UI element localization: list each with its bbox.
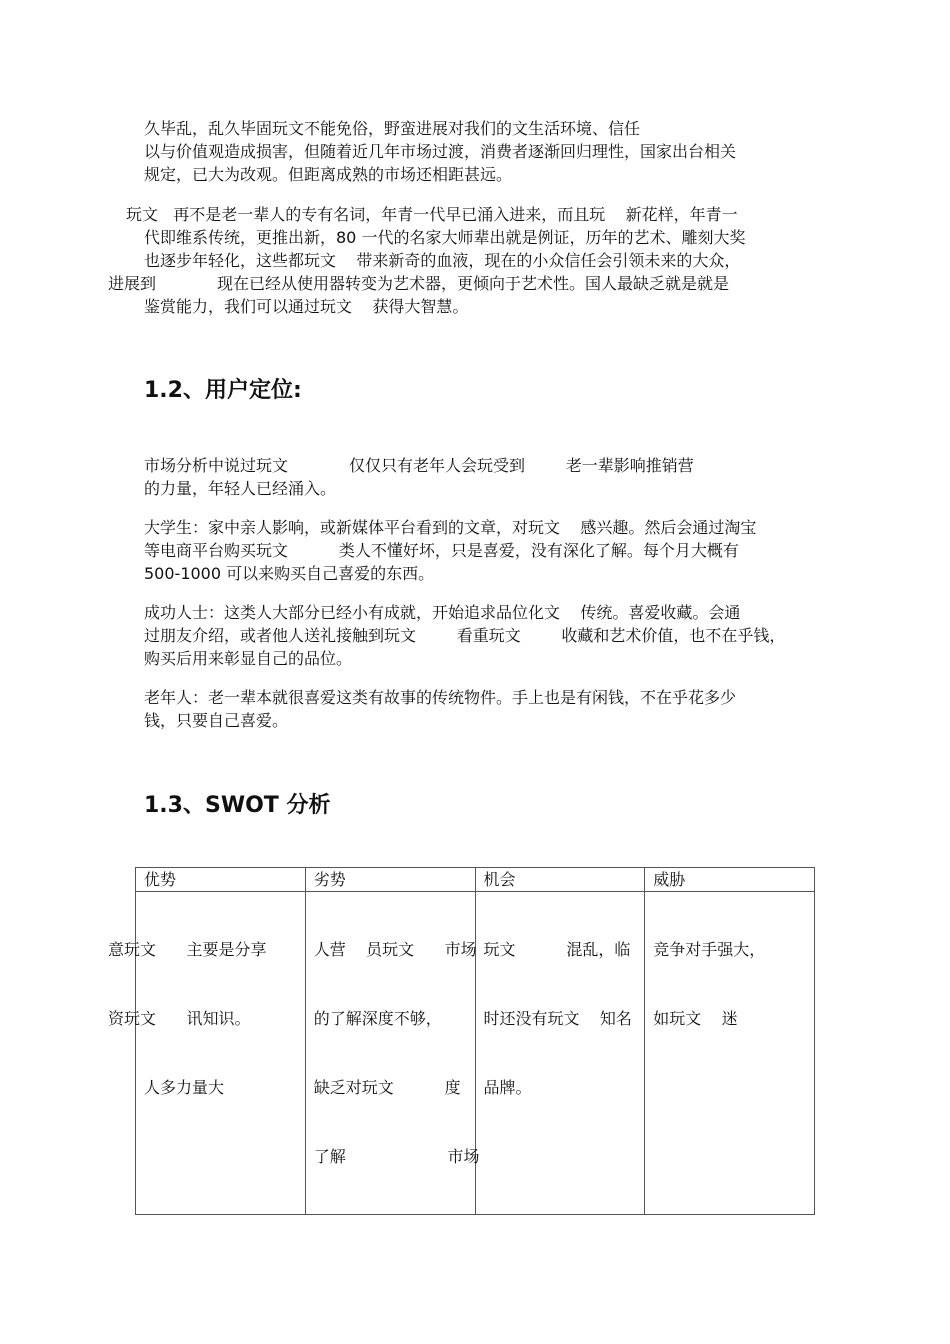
- swot-threats-line-1: 竞争对手强大，: [653, 940, 766, 959]
- user-paragraph-3-line-1: 成功人士：这类人大部分已经小有成就，开始追求品位化文 传统。喜爱收藏。会通: [144, 603, 741, 622]
- user-paragraph-4-line-1: 老年人：老一辈本就很喜爱这类有故事的传统物件。手上也是有闲钱，不在乎花多少: [144, 688, 737, 707]
- paragraph-2-line-1: 玩文 再不是老一辈人的专有名词，年青一代早已涌入进来，而且玩 新花样，年青一: [126, 205, 738, 224]
- swot-opportunities-line-2: 时还没有玩文 知名: [483, 1009, 632, 1028]
- section-heading-user-positioning: 1.2、用户定位:: [144, 378, 302, 403]
- user-paragraph-1-line-1: 市场分析中说过玩文 仅仅只有老年人会玩受到 老一辈影响推销营: [144, 456, 694, 475]
- swot-table: [108, 867, 815, 1215]
- swot-strengths-line-3: 人多力量大: [144, 1078, 225, 1097]
- user-paragraph-4-line-2: 钱，只要自己喜爱。: [144, 711, 289, 730]
- user-paragraph-3-line-3: 购买后用来彰显自己的品位。: [144, 649, 353, 668]
- paragraph-2-line-3: 也逐步年轻化，这些都玩文 带来新奇的血液，现在的小众信任会引领未来的大众，: [144, 251, 741, 270]
- swot-strengths-line-1: 意玩文 主要是分享: [108, 940, 267, 959]
- paragraph-1-line-3: 规定，已大为改观。但距离成熟的市场还相距甚远。: [144, 165, 513, 184]
- swot-weaknesses-line-2: 的了解深度不够，: [313, 1009, 442, 1028]
- swot-header-threats: 威胁: [645, 868, 815, 892]
- swot-strengths-line-2: 资玩文 讯知识。: [108, 1009, 251, 1028]
- swot-header-row: [136, 868, 815, 892]
- paragraph-2-line-2: 代即维系传统，更推出新，80 一代的名家大师辈出就是例证，历年的艺术、雕刻大奖: [144, 228, 746, 247]
- section-heading-swot: 1.3、SWOT 分析: [144, 793, 331, 818]
- paragraph-1-line-1: 久毕乱，乱久毕固玩文不能免俗，野蛮进展对我们的文生活环境、信任: [144, 119, 641, 138]
- swot-body-row: [136, 892, 815, 1215]
- paragraph-2-line-4: 进展到 现在已经从使用器转变为艺术器，更倾向于艺术性。国人最缺乏就是就是: [108, 274, 730, 293]
- swot-opportunities-line-3: 品牌。: [483, 1078, 532, 1097]
- user-paragraph-2-line-1: 大学生：家中亲人影响，或新媒体平台看到的文章，对玩文 感兴趣。然后会通过淘宝: [144, 518, 757, 537]
- swot-weaknesses-line-3: 缺乏对玩文 度: [313, 1078, 461, 1097]
- swot-cell-strengths: [108, 892, 306, 1215]
- swot-weaknesses-line-4: 了解 市场: [313, 1147, 480, 1166]
- swot-opportunities-line-1: 玩文 混乱，临: [483, 940, 631, 959]
- paragraph-1-line-2: 以与价值观造成损害，但随着近几年市场过渡，消费者逐渐回归理性，国家出台相关: [144, 142, 737, 161]
- swot-header-weaknesses: 劣势: [305, 868, 475, 892]
- paragraph-2-line-5: 鉴赏能力，我们可以通过玩文 获得大智慧。: [144, 297, 469, 316]
- swot-weaknesses-line-1: 人营 员玩文 市场: [313, 940, 477, 959]
- swot-cell-weaknesses: [305, 892, 480, 1215]
- user-paragraph-2-line-3: 500-1000 可以来购买自己喜爱的东西。: [144, 564, 435, 583]
- swot-header-strengths: 优势: [136, 868, 306, 892]
- user-paragraph-2-line-2: 等电商平台购买玩文 类人不懂好坏，只是喜爱，没有深化了解。每个月大概有: [144, 541, 739, 560]
- swot-cell-threats: [645, 892, 815, 1215]
- swot-header-opportunities: 机会: [475, 868, 645, 892]
- swot-threats-line-2: 如玩文 迷: [653, 1009, 738, 1028]
- user-paragraph-3-line-2: 过朋友介绍，或者他人送礼接触到玩文 看重玩文 收藏和艺术价值，也不在乎钱，: [144, 626, 786, 645]
- swot-cell-opportunities: [475, 892, 645, 1215]
- user-paragraph-1-line-2: 的力量，年轻人已经涌入。: [144, 479, 337, 498]
